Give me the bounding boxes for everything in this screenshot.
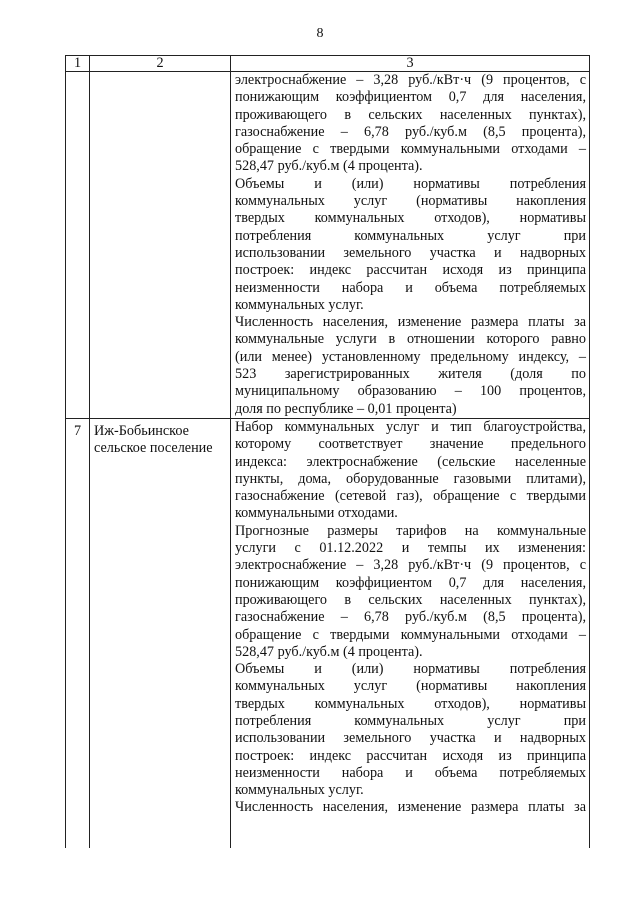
text-line: пункты, дома, оборудованные газовыми плитами), — [235, 470, 586, 487]
text-line: Объемы и (или) нормативы потребления — [235, 175, 586, 192]
row-number — [66, 72, 90, 419]
description-text — [235, 419, 586, 817]
text-line: 528,47 руб./куб.м (4 процента). — [235, 158, 423, 175]
text-line: неизменности набора и объема потребляемых — [235, 279, 586, 296]
text-line: проживающего в сельских населенных пунктах), — [235, 106, 586, 123]
column-header-3: 3 — [231, 56, 590, 72]
table-header-row — [66, 56, 590, 72]
table-row — [66, 418, 590, 848]
text-line: твердых коммунальных отходов), нормативы — [235, 695, 586, 712]
text-line: твердых коммунальных отходов), нормативы — [235, 210, 586, 227]
text-line: доля по республике – 0,01 процента) — [235, 400, 457, 417]
row-description — [231, 418, 590, 848]
settlement-name — [90, 72, 231, 419]
text-line: понижающим коэффициентом 0,7 для населения, — [235, 574, 586, 591]
text-line: коммунальных услуг (нормативы накопления — [235, 193, 586, 210]
text-line: коммунальных услуг. — [235, 782, 364, 799]
text-line: неизменности набора и объема потребляемых — [235, 764, 586, 781]
text-line: 523 зарегистрированных жителя (доля по — [235, 366, 586, 383]
settlement-name: Иж-Бобьинское сельское поселение — [90, 418, 231, 848]
text-line: построек: индекс рассчитан исходя из принципа — [235, 747, 586, 764]
text-line: электроснабжение – 3,28 руб./кВт·ч (9 процентов, с — [235, 72, 586, 88]
text-line: электроснабжение – 3,28 руб./кВт·ч (9 процентов, с — [235, 557, 586, 574]
text-line: газоснабжение – 6,78 руб./куб.м (8,5 процента), — [235, 123, 586, 140]
table-row — [66, 72, 590, 419]
text-line: (или менее) установленному предельному индексу, – — [235, 348, 586, 365]
text-line: Объемы и (или) нормативы потребления — [235, 661, 586, 678]
text-line: Численность населения, изменение размера платы за — [235, 314, 586, 331]
text-line: коммунальными отходами. — [235, 505, 398, 522]
description-text — [235, 72, 586, 418]
text-line: потребления коммунальных услуг при — [235, 712, 586, 729]
text-line: обращение с твердыми коммунальными отходами – — [235, 141, 586, 158]
text-line: понижающим коэффициентом 0,7 для населения, — [235, 89, 586, 106]
column-header-1: 1 — [66, 56, 90, 72]
row-number: 7 — [66, 418, 90, 848]
text-line: построек: индекс рассчитан исходя из принципа — [235, 262, 586, 279]
text-line: коммунальных услуг. — [235, 296, 364, 313]
text-line: коммунальные услуги в отношении которого равно — [235, 331, 586, 348]
text-line: муниципальному образованию – 100 процентов, — [235, 383, 586, 400]
text-line: проживающего в сельских населенных пунктах), — [235, 591, 586, 608]
text-line: которому соответствует значение предельного — [235, 436, 586, 453]
text-line: использовании земельного участка и надворных — [235, 244, 586, 261]
indices-table — [65, 55, 590, 848]
text-line: потребления коммунальных услуг при — [235, 227, 586, 244]
text-line: газоснабжение (сетевой газ), обращение с твердыми — [235, 488, 586, 505]
row-description — [231, 72, 590, 419]
text-line: обращение с твердыми коммунальными отходами – — [235, 626, 586, 643]
text-line: использовании земельного участка и надворных — [235, 730, 586, 747]
text-line: индекса: электроснабжение (сельские населенные — [235, 453, 586, 470]
page-number: 8 — [316, 26, 324, 41]
text-line: услуги с 01.12.2022 и темпы их изменения: — [235, 540, 586, 557]
text-line: Численность населения, изменение размера платы за — [235, 799, 586, 816]
text-line: коммунальных услуг (нормативы накопления — [235, 678, 586, 695]
text-line: газоснабжение – 6,78 руб./куб.м (8,5 процента), — [235, 609, 586, 626]
text-line: Набор коммунальных услуг и тип благоустройства, — [235, 418, 586, 435]
text-line: Прогнозные размеры тарифов на коммунальные — [235, 522, 586, 539]
text-line: 528,47 руб./куб.м (4 процента). — [235, 643, 423, 660]
column-header-2: 2 — [90, 56, 231, 72]
